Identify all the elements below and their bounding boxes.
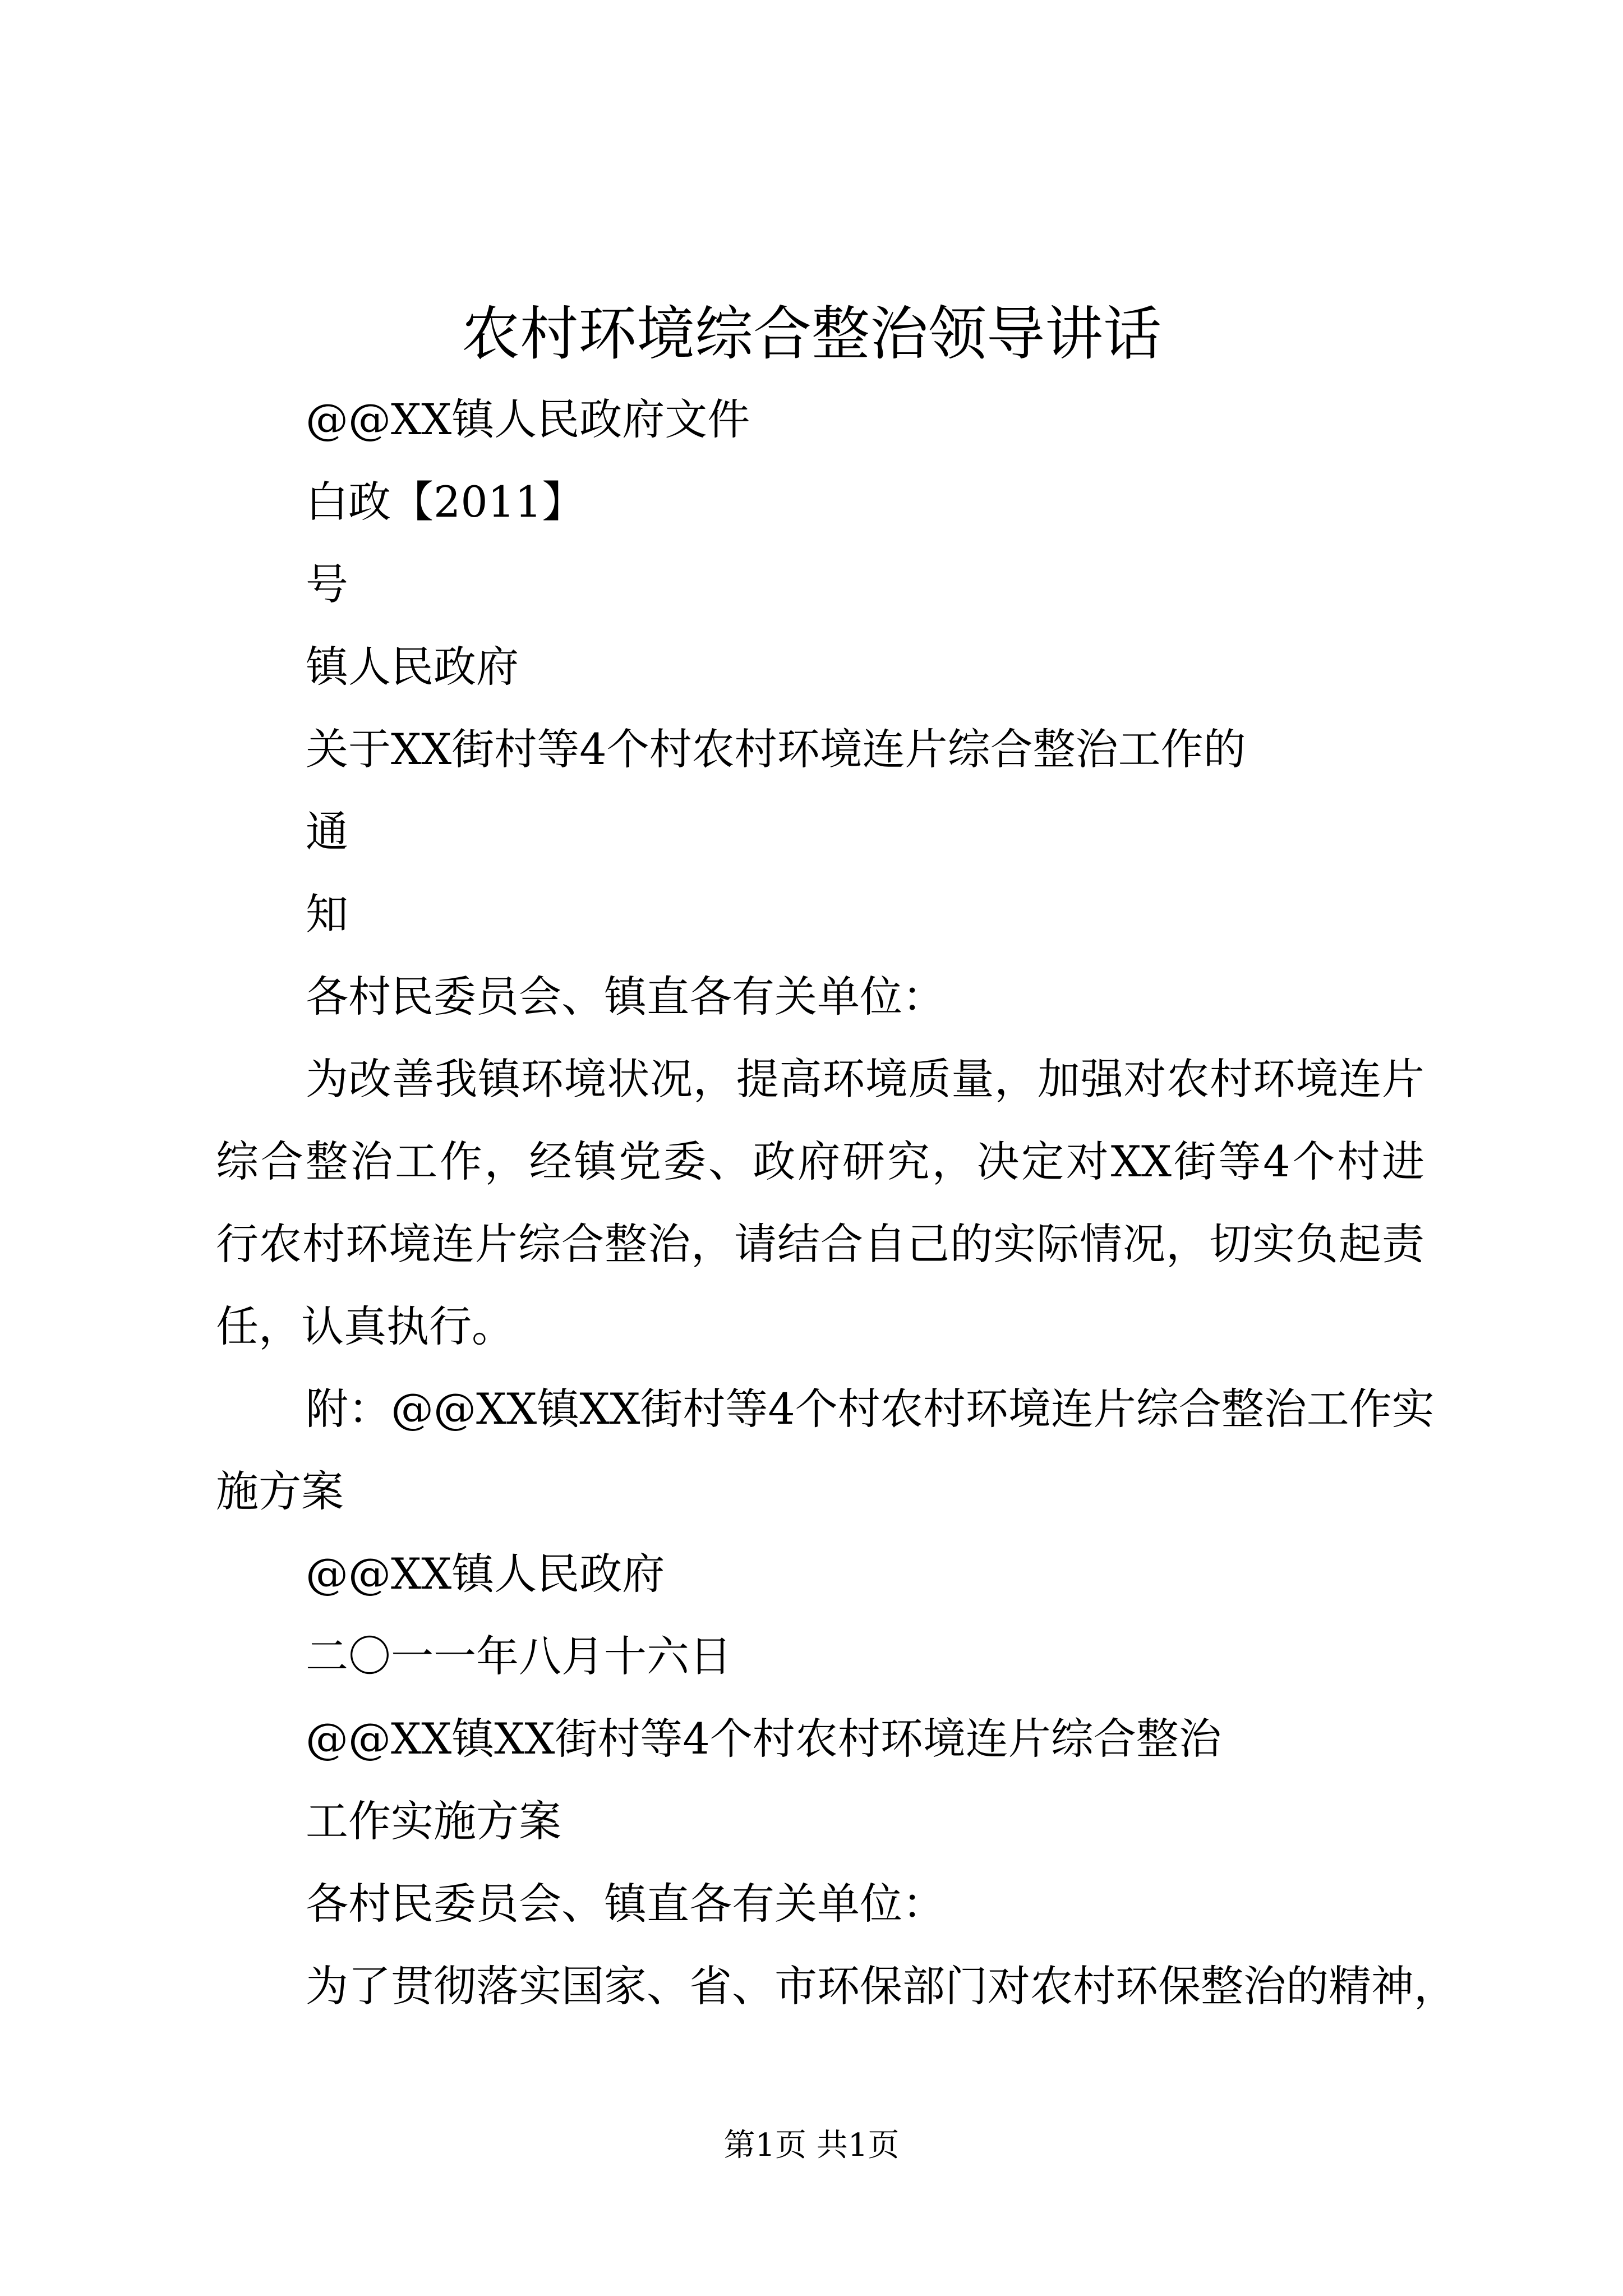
body-paragraph-line: 综合整治工作，经镇党委、政府研究，决定对XX街等4个村进: [216, 1137, 1424, 1186]
attachment-line: 施方案: [216, 1466, 344, 1516]
signature-date: 二〇一一年八月十六日: [306, 1631, 732, 1681]
issuer-name: 镇人民政府: [306, 642, 519, 692]
plan-salutation: 各村民委员会、镇直各有关单位：: [306, 1879, 945, 1929]
body-paragraph-line: 为改善我镇环境状况，提高环境质量，加强对农村环境连片: [306, 1054, 1424, 1104]
document-number-suffix: 号: [306, 559, 348, 609]
plan-title: @@XX镇XX街村等4个村农村环境连片综合整治: [306, 1714, 1221, 1764]
page-footer: 第1页 共1页: [723, 2127, 900, 2164]
attachment-line: 附：@@XX镇XX街村等4个村农村环境连片综合整治工作实: [306, 1384, 1435, 1434]
document-title: 农村环境综合整治领导讲话: [461, 300, 1161, 368]
body-paragraph-line: 行农村环境连片综合整治，请结合自己的实际情况，切实负起责: [216, 1219, 1424, 1269]
signature-issuer: @@XX镇人民政府: [306, 1549, 665, 1599]
plan-title-cont: 工作实施方案: [306, 1796, 561, 1846]
salutation: 各村民委员会、镇直各有关单位：: [306, 972, 945, 1022]
body-paragraph-line: 任，认真执行。: [216, 1301, 514, 1351]
notice-word-1: 通: [306, 807, 348, 857]
document-number: 白政【2011】: [306, 477, 585, 527]
issuer-heading: @@XX镇人民政府文件: [306, 394, 750, 444]
notice-word-2: 知: [306, 889, 348, 939]
plan-body-line: 为了贯彻落实国家、省、市环保部门对农村环保整治的精神，: [306, 1961, 1456, 2011]
notice-subject: 关于XX街村等4个村农村环境连片综合整治工作的: [306, 724, 1246, 774]
